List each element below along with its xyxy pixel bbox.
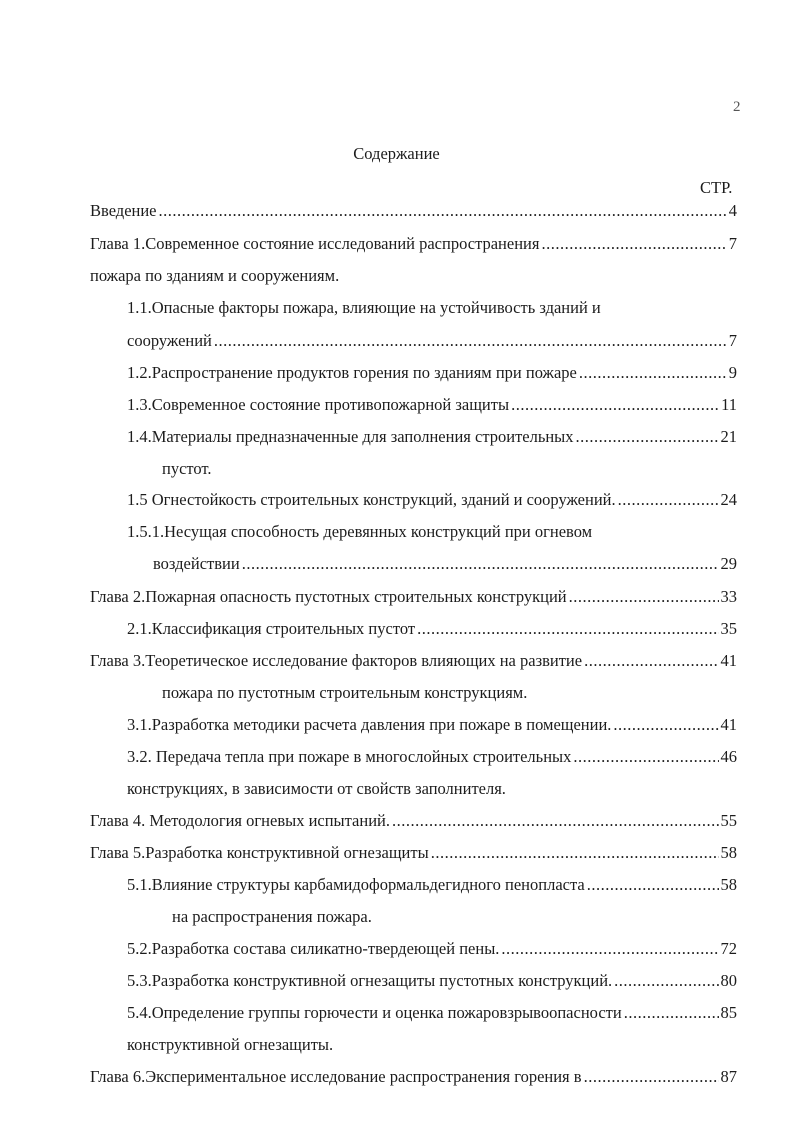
toc-entry-page: 9 [728,363,737,382]
toc-entry-text: Глава 3.Теоретическое исследование факторов влияющих на развитие [90,651,583,670]
page-title: Содержание [353,144,440,163]
toc-entry [127,426,737,448]
toc-entry-text: 1.1.Опасные факторы пожара, влияющие на устойчивость зданий и [127,298,601,317]
toc-entry [90,200,737,222]
toc-entry-continuation: пожара по зданиям и сооружениям. [90,266,340,285]
toc-entry [90,810,737,832]
toc-entry-text: 1.2.Распространение продуктов горения по зданиям при пожаре [127,363,577,382]
toc-entry-text: Глава 4. Методология огневых испытаний. [90,811,390,830]
toc-entry-text: 1.5 Огнестойкость строительных конструкций, зданий и сооружений. [127,490,616,509]
toc-entry-page: 24 [720,490,737,509]
toc-entry-page: 55 [720,811,737,830]
toc-entry-page: 11 [721,395,737,414]
toc-entry [153,553,737,575]
toc-entry [127,874,737,896]
toc-entry-text: 1.5.1.Несущая способность деревянных конструкций при огневом [127,522,593,541]
toc-entry-text: 5.4.Определение группы горючести и оценка пожаровзрывоопасности [127,1003,622,1022]
toc-entry [127,330,737,352]
toc-entry-text: Глава 5.Разработка конструктивной огнезащиты [90,843,429,862]
toc-entry-page: 85 [720,1003,737,1022]
page-column-label: СТР. [700,178,733,197]
toc-entry-text: Глава 2.Пожарная опасность пустотных строительных конструкций [90,587,567,606]
page-number: 2 [733,99,741,115]
toc-entry-text: 1.3.Современное состояние противопожарной защиты [127,395,510,414]
toc-entry [127,714,737,736]
toc-entry [90,233,737,255]
toc-entry-page: 58 [720,843,737,862]
toc-entry-page: 35 [720,619,737,638]
toc-entry-continuation: конструкциях, в зависимости от свойств заполнителя. [127,779,506,798]
toc-entry-text: 2.1.Классификация строительных пустот [127,619,416,638]
toc-entry-page: 87 [720,1067,737,1086]
toc-entry [127,1002,737,1024]
toc-entry-page: 46 [720,747,737,766]
toc-entry-page: 41 [720,651,737,670]
toc-entry-text: 3.1.Разработка методики расчета давления при пожаре в помещении. [127,715,612,734]
toc-entry-text: Глава 6.Экспериментальное исследование распространения горения в [90,1067,582,1086]
toc-entry-continuation: пожара по пустотным строительным конструкциям. [162,683,528,702]
toc-entry-page: 21 [720,427,737,446]
toc-entry-page: 29 [720,554,737,573]
toc-entry [90,650,737,672]
toc-entry-page: 58 [720,875,737,894]
toc-entry-text: 5.3.Разработка конструктивной огнезащиты пустотных конструкций. [127,971,613,990]
toc-entry [90,1066,737,1088]
toc-entry [127,394,737,416]
toc-entry-text: 3.2. Передача тепла при пожаре в многослойных строительных [127,747,572,766]
toc-entry-continuation: пустот. [162,459,212,478]
toc-entry-text: 1.4.Материалы предназначенные для заполнения строительных [127,427,574,446]
toc-entry [90,842,737,864]
toc-entry [127,618,737,640]
toc-entry [127,938,737,960]
toc-entry-text: воздействии [153,554,240,573]
toc-entry-text: Введение [90,201,157,220]
toc-entry-page: 72 [720,939,737,958]
toc-entry-page: 4 [728,201,737,220]
toc-entry-text: сооружений [127,331,212,350]
toc-entry-text: Глава 1.Современное состояние исследований распространения [90,234,540,253]
toc-entry [127,362,737,384]
toc-entry-text: 5.1.Влияние структуры карбамидоформальдегидного пенопласта [127,875,585,894]
toc-entry [127,489,737,511]
toc-entry-page: 80 [720,971,737,990]
toc-entry [127,746,737,768]
toc-entry-continuation: на распространения пожара. [172,907,372,926]
toc-entry-page: 41 [720,715,737,734]
toc-entry-page: 7 [728,234,737,253]
toc-entry [127,970,737,992]
toc-entry [90,586,737,608]
toc-entry-page: 7 [728,331,737,350]
toc-entry-text: 5.2.Разработка состава силикатно-твердеющей пены. [127,939,500,958]
toc-entry-continuation: конструктивной огнезащиты. [127,1035,334,1054]
toc-entry-page: 33 [720,587,737,606]
